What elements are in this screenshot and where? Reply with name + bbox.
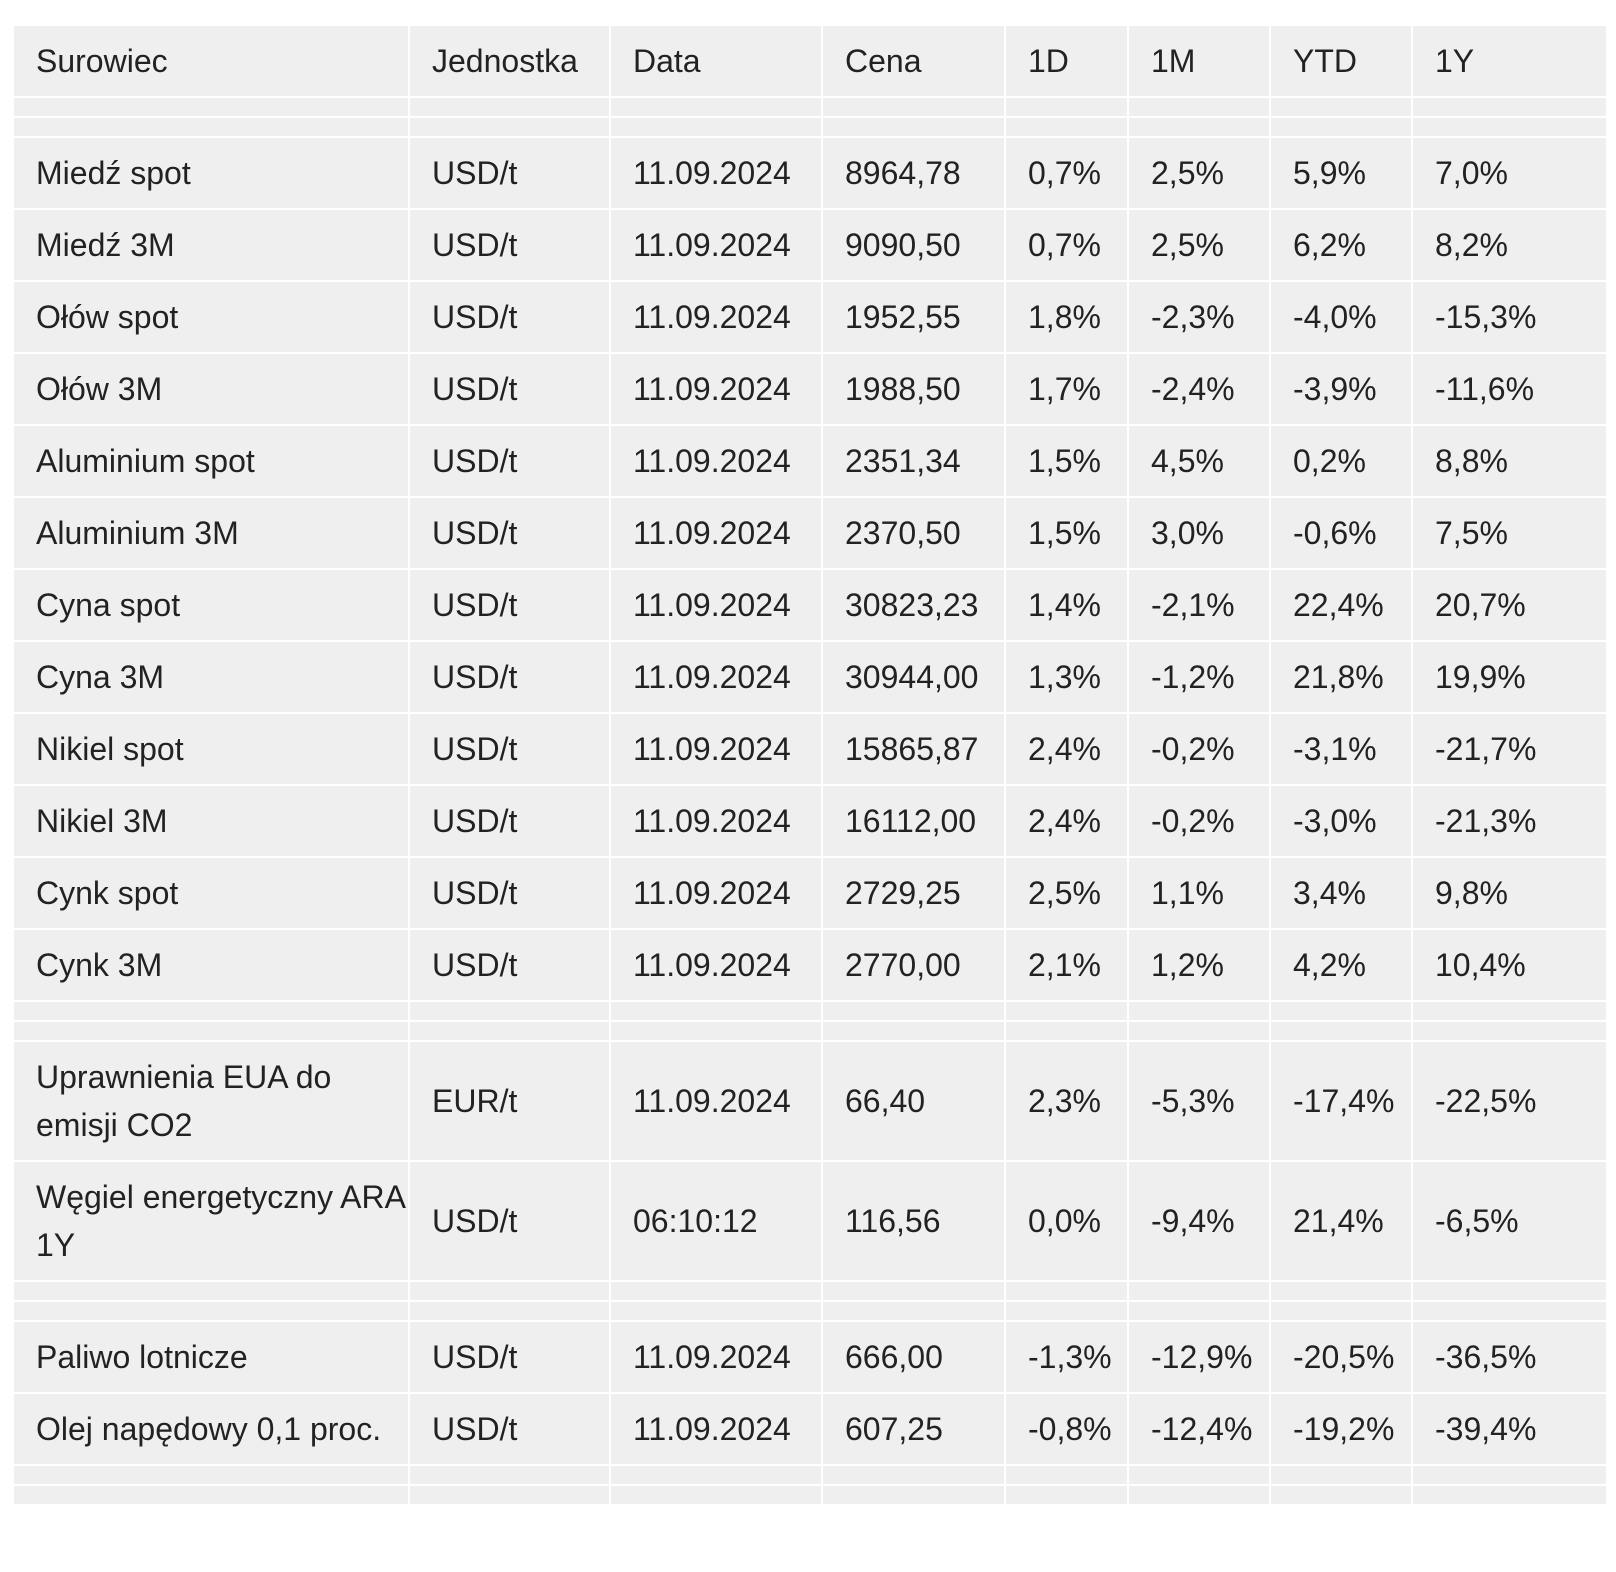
table-row [13, 1041, 1607, 1161]
cell-jednostka: USD/t [409, 281, 610, 353]
cell-data: 11.09.2024 [610, 209, 822, 281]
cell-1y: 7,5% [1412, 497, 1607, 569]
cell-data: 11.09.2024 [610, 1041, 822, 1161]
spacer-cell [1270, 1021, 1412, 1041]
cell-1m: 2,5% [1128, 209, 1270, 281]
spacer-cell [1270, 1485, 1412, 1505]
table-row [13, 425, 1607, 497]
cell-ytd: 22,4% [1270, 569, 1412, 641]
cell-surowiec: Węgiel energetyczny ARA 1Y [13, 1161, 409, 1281]
header-1d: 1D [1005, 25, 1128, 97]
cell-1d: 1,4% [1005, 569, 1128, 641]
spacer-cell [822, 1281, 1005, 1301]
spacer-cell [822, 1021, 1005, 1041]
cell-surowiec: Ołów spot [13, 281, 409, 353]
cell-ytd: -4,0% [1270, 281, 1412, 353]
cell-data: 11.09.2024 [610, 1393, 822, 1465]
cell-1y: -11,6% [1412, 353, 1607, 425]
cell-ytd: 0,2% [1270, 425, 1412, 497]
cell-1d: 2,4% [1005, 713, 1128, 785]
cell-ytd: 3,4% [1270, 857, 1412, 929]
cell-jednostka: USD/t [409, 1161, 610, 1281]
spacer-cell [409, 1485, 610, 1505]
cell-1m: -9,4% [1128, 1161, 1270, 1281]
spacer-row [13, 117, 1607, 137]
table-row [13, 209, 1607, 281]
cell-1d: 2,3% [1005, 1041, 1128, 1161]
cell-ytd: 21,4% [1270, 1161, 1412, 1281]
cell-1d: 0,0% [1005, 1161, 1128, 1281]
cell-1m: 3,0% [1128, 497, 1270, 569]
cell-jednostka: EUR/t [409, 1041, 610, 1161]
table-row [13, 857, 1607, 929]
cell-surowiec: Paliwo lotnicze [13, 1321, 409, 1393]
cell-surowiec: Ołów 3M [13, 353, 409, 425]
cell-cena: 2370,50 [822, 497, 1005, 569]
table-row [13, 1321, 1607, 1393]
cell-jednostka: USD/t [409, 929, 610, 1001]
spacer-cell [1128, 1001, 1270, 1021]
spacer-cell [822, 117, 1005, 137]
cell-data: 11.09.2024 [610, 1321, 822, 1393]
cell-1d: 0,7% [1005, 137, 1128, 209]
spacer-cell [1412, 117, 1607, 137]
spacer-cell [1412, 97, 1607, 117]
cell-surowiec: Nikiel spot [13, 713, 409, 785]
spacer-cell [409, 1021, 610, 1041]
cell-1y: -15,3% [1412, 281, 1607, 353]
cell-1y: 8,8% [1412, 425, 1607, 497]
cell-data: 11.09.2024 [610, 641, 822, 713]
spacer-cell [409, 97, 610, 117]
commodities-table-container [12, 24, 1606, 1506]
cell-surowiec: Cynk spot [13, 857, 409, 929]
cell-1d: 1,5% [1005, 497, 1128, 569]
table-row [13, 1393, 1607, 1465]
cell-data: 06:10:12 [610, 1161, 822, 1281]
header-cena: Cena [822, 25, 1005, 97]
cell-ytd: -3,9% [1270, 353, 1412, 425]
spacer-row [13, 97, 1607, 117]
spacer-cell [13, 1465, 409, 1485]
table-body [13, 97, 1607, 1505]
cell-cena: 2770,00 [822, 929, 1005, 1001]
cell-1m: 1,2% [1128, 929, 1270, 1001]
spacer-row [13, 1281, 1607, 1301]
cell-jednostka: USD/t [409, 425, 610, 497]
cell-1y: 20,7% [1412, 569, 1607, 641]
spacer-cell [610, 1021, 822, 1041]
spacer-cell [1005, 1485, 1128, 1505]
cell-cena: 2351,34 [822, 425, 1005, 497]
spacer-row [13, 1021, 1607, 1041]
header-ytd: YTD [1270, 25, 1412, 97]
cell-data: 11.09.2024 [610, 569, 822, 641]
cell-1m: 2,5% [1128, 137, 1270, 209]
cell-ytd: 21,8% [1270, 641, 1412, 713]
cell-1y: 19,9% [1412, 641, 1607, 713]
cell-cena: 66,40 [822, 1041, 1005, 1161]
cell-cena: 1952,55 [822, 281, 1005, 353]
header-jednostka: Jednostka [409, 25, 610, 97]
spacer-cell [1005, 1281, 1128, 1301]
spacer-cell [13, 97, 409, 117]
cell-ytd: -17,4% [1270, 1041, 1412, 1161]
cell-data: 11.09.2024 [610, 785, 822, 857]
cell-1m: 4,5% [1128, 425, 1270, 497]
spacer-cell [822, 1001, 1005, 1021]
cell-jednostka: USD/t [409, 137, 610, 209]
cell-data: 11.09.2024 [610, 137, 822, 209]
spacer-cell [1270, 1465, 1412, 1485]
table-row [13, 137, 1607, 209]
cell-1d: 1,8% [1005, 281, 1128, 353]
cell-surowiec: Uprawnienia EUA do emisji CO2 [13, 1041, 409, 1161]
cell-cena: 666,00 [822, 1321, 1005, 1393]
cell-cena: 30823,23 [822, 569, 1005, 641]
spacer-cell [610, 1301, 822, 1321]
cell-cena: 8964,78 [822, 137, 1005, 209]
cell-1d: 1,5% [1005, 425, 1128, 497]
cell-1y: -36,5% [1412, 1321, 1607, 1393]
spacer-cell [1270, 1001, 1412, 1021]
cell-1y: -21,7% [1412, 713, 1607, 785]
spacer-row [13, 1465, 1607, 1485]
cell-1m: -2,3% [1128, 281, 1270, 353]
cell-surowiec: Cynk 3M [13, 929, 409, 1001]
cell-jednostka: USD/t [409, 353, 610, 425]
spacer-row [13, 1001, 1607, 1021]
spacer-cell [409, 1281, 610, 1301]
spacer-cell [822, 1465, 1005, 1485]
spacer-cell [1005, 1465, 1128, 1485]
cell-surowiec: Miedź 3M [13, 209, 409, 281]
header-data: Data [610, 25, 822, 97]
cell-1y: 7,0% [1412, 137, 1607, 209]
spacer-cell [1412, 1301, 1607, 1321]
spacer-cell [1005, 97, 1128, 117]
cell-1m: -12,9% [1128, 1321, 1270, 1393]
spacer-cell [1270, 1301, 1412, 1321]
cell-jednostka: USD/t [409, 785, 610, 857]
spacer-cell [13, 1301, 409, 1321]
spacer-cell [1128, 1301, 1270, 1321]
spacer-cell [1005, 1021, 1128, 1041]
cell-cena: 9090,50 [822, 209, 1005, 281]
spacer-cell [610, 1485, 822, 1505]
table-row [13, 353, 1607, 425]
cell-1y: 8,2% [1412, 209, 1607, 281]
spacer-cell [1270, 1281, 1412, 1301]
cell-1d: 1,7% [1005, 353, 1128, 425]
spacer-cell [13, 1001, 409, 1021]
cell-ytd: -19,2% [1270, 1393, 1412, 1465]
spacer-cell [610, 97, 822, 117]
cell-1y: -6,5% [1412, 1161, 1607, 1281]
spacer-cell [1128, 1021, 1270, 1041]
spacer-cell [1128, 117, 1270, 137]
spacer-cell [610, 1001, 822, 1021]
spacer-cell [13, 1281, 409, 1301]
spacer-cell [1412, 1281, 1607, 1301]
spacer-cell [1270, 97, 1412, 117]
header-surowiec: Surowiec [13, 25, 409, 97]
cell-data: 11.09.2024 [610, 281, 822, 353]
cell-1d: 2,5% [1005, 857, 1128, 929]
spacer-cell [13, 1485, 409, 1505]
cell-cena: 30944,00 [822, 641, 1005, 713]
spacer-cell [822, 97, 1005, 117]
commodities-table [12, 24, 1608, 1506]
spacer-cell [13, 1021, 409, 1041]
spacer-cell [1005, 1301, 1128, 1321]
cell-1m: -2,4% [1128, 353, 1270, 425]
cell-1y: -21,3% [1412, 785, 1607, 857]
spacer-cell [1128, 1465, 1270, 1485]
cell-ytd: -3,0% [1270, 785, 1412, 857]
cell-jednostka: USD/t [409, 641, 610, 713]
cell-ytd: -3,1% [1270, 713, 1412, 785]
table-row [13, 569, 1607, 641]
table-row [13, 713, 1607, 785]
cell-data: 11.09.2024 [610, 713, 822, 785]
spacer-cell [1005, 117, 1128, 137]
cell-1y: -22,5% [1412, 1041, 1607, 1161]
cell-surowiec: Nikiel 3M [13, 785, 409, 857]
cell-ytd: -0,6% [1270, 497, 1412, 569]
cell-1d: 2,4% [1005, 785, 1128, 857]
cell-surowiec: Aluminium spot [13, 425, 409, 497]
spacer-cell [610, 1465, 822, 1485]
cell-jednostka: USD/t [409, 1321, 610, 1393]
spacer-cell [1412, 1021, 1607, 1041]
cell-cena: 15865,87 [822, 713, 1005, 785]
table-row [13, 929, 1607, 1001]
spacer-cell [409, 1001, 610, 1021]
spacer-cell [409, 1301, 610, 1321]
cell-data: 11.09.2024 [610, 857, 822, 929]
spacer-cell [409, 1465, 610, 1485]
cell-surowiec: Miedź spot [13, 137, 409, 209]
cell-jednostka: USD/t [409, 857, 610, 929]
cell-1d: -1,3% [1005, 1321, 1128, 1393]
table-row [13, 497, 1607, 569]
cell-1d: 1,3% [1005, 641, 1128, 713]
spacer-cell [1412, 1485, 1607, 1505]
spacer-cell [1412, 1001, 1607, 1021]
cell-data: 11.09.2024 [610, 497, 822, 569]
cell-1y: -39,4% [1412, 1393, 1607, 1465]
cell-1m: -5,3% [1128, 1041, 1270, 1161]
spacer-cell [1412, 1465, 1607, 1485]
cell-ytd: -20,5% [1270, 1321, 1412, 1393]
cell-1y: 9,8% [1412, 857, 1607, 929]
cell-1m: 1,1% [1128, 857, 1270, 929]
cell-1m: -0,2% [1128, 713, 1270, 785]
cell-1d: 0,7% [1005, 209, 1128, 281]
cell-1m: -1,2% [1128, 641, 1270, 713]
cell-1d: -0,8% [1005, 1393, 1128, 1465]
spacer-cell [1005, 1001, 1128, 1021]
spacer-row [13, 1485, 1607, 1505]
table-row [13, 785, 1607, 857]
cell-ytd: 5,9% [1270, 137, 1412, 209]
cell-1m: -12,4% [1128, 1393, 1270, 1465]
cell-cena: 16112,00 [822, 785, 1005, 857]
spacer-cell [1128, 97, 1270, 117]
cell-jednostka: USD/t [409, 209, 610, 281]
cell-data: 11.09.2024 [610, 425, 822, 497]
cell-jednostka: USD/t [409, 713, 610, 785]
cell-jednostka: USD/t [409, 569, 610, 641]
header-1m: 1M [1128, 25, 1270, 97]
header-row [13, 25, 1607, 97]
spacer-cell [1128, 1281, 1270, 1301]
spacer-row [13, 1301, 1607, 1321]
cell-cena: 2729,25 [822, 857, 1005, 929]
spacer-cell [610, 117, 822, 137]
cell-jednostka: USD/t [409, 497, 610, 569]
table-row [13, 281, 1607, 353]
cell-jednostka: USD/t [409, 1393, 610, 1465]
cell-surowiec: Cyna 3M [13, 641, 409, 713]
spacer-cell [1270, 117, 1412, 137]
spacer-cell [409, 117, 610, 137]
spacer-cell [13, 117, 409, 137]
spacer-cell [1128, 1485, 1270, 1505]
cell-data: 11.09.2024 [610, 353, 822, 425]
cell-1y: 10,4% [1412, 929, 1607, 1001]
cell-surowiec: Cyna spot [13, 569, 409, 641]
header-1y: 1Y [1412, 25, 1607, 97]
table-row [13, 641, 1607, 713]
cell-ytd: 6,2% [1270, 209, 1412, 281]
cell-cena: 1988,50 [822, 353, 1005, 425]
cell-surowiec: Olej napędowy 0,1 proc. [13, 1393, 409, 1465]
spacer-cell [822, 1485, 1005, 1505]
cell-1m: -2,1% [1128, 569, 1270, 641]
cell-1m: -0,2% [1128, 785, 1270, 857]
cell-data: 11.09.2024 [610, 929, 822, 1001]
cell-1d: 2,1% [1005, 929, 1128, 1001]
cell-surowiec: Aluminium 3M [13, 497, 409, 569]
cell-cena: 607,25 [822, 1393, 1005, 1465]
cell-cena: 116,56 [822, 1161, 1005, 1281]
cell-ytd: 4,2% [1270, 929, 1412, 1001]
table-row [13, 1161, 1607, 1281]
spacer-cell [610, 1281, 822, 1301]
spacer-cell [822, 1301, 1005, 1321]
